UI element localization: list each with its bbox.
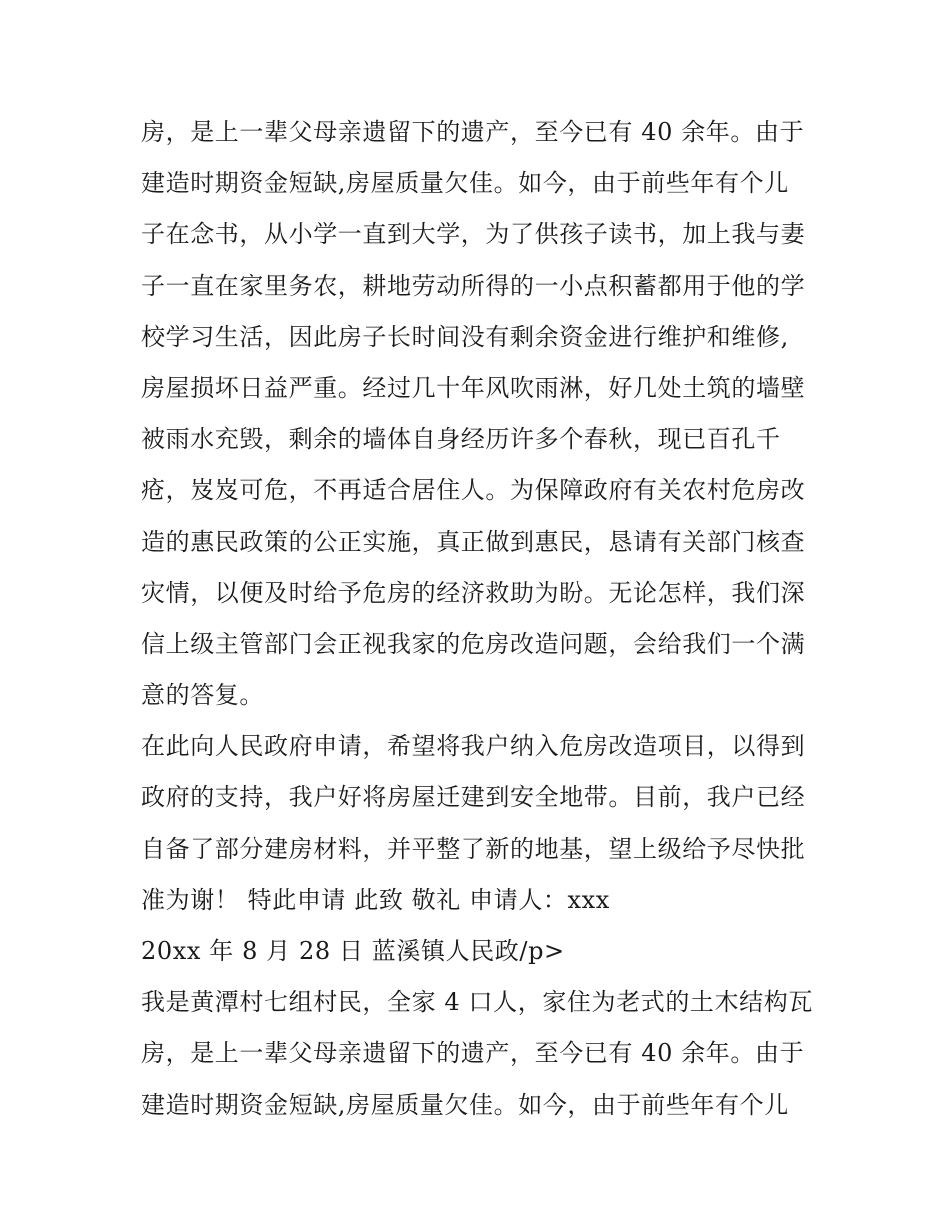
text-line: 房，是上一辈父母亲遗留下的遗产，至今已有 40 余年。由于: [141, 118, 805, 146]
text-line: 自备了部分建房材料，并平整了新的地基，望上级给予尽快批: [141, 834, 806, 863]
text-line: 被雨水充毁，剩余的墙体自身经历许多个春秋，现已百孔千: [141, 425, 781, 454]
text-line: 在此向人民政府申请，希望将我户纳入危房改造项目，以得到: [141, 732, 806, 761]
text-line: 20xx 年 8 月 28 日 蓝溪镇人民政/p>: [141, 937, 565, 965]
document-body: [141, 107, 821, 1131]
text-line: 政府的支持，我户好将房屋迁建到安全地带。目前，我户已经: [141, 783, 806, 812]
text-line: 信上级主管部门会正视我家的危房改造问题，会给我们一个满: [141, 629, 806, 658]
text-line: 准为谢！ 特此申请 此致 敬礼 申请人：xxx: [141, 885, 610, 914]
text-line: 房，是上一辈父母亲遗留下的遗产，至今已有 40 余年。由于: [141, 1039, 805, 1068]
text-line: 房屋损坏日益严重。经过几十年风吹雨淋，好几处土筑的墙壁: [141, 373, 806, 402]
text-line: 造的惠民政策的公正实施，真正做到惠民，恳请有关部门核查: [141, 527, 806, 556]
text-line: 子在念书，从小学一直到大学，为了供孩子读书，加上我与妻: [141, 220, 806, 249]
text-line: 灾情，以便及时给予危房的经济救助为盼。无论怎样，我们深: [141, 578, 806, 607]
text-line: 疮，岌岌可危，不再适合居住人。为保障政府有关农村危房改: [141, 476, 806, 505]
text-line: 意的答复。: [141, 681, 264, 710]
text-line: 校学习生活，因此房子长时间没有剩余资金进行维护和维修,: [141, 322, 789, 351]
text-line: 子一直在家里务农，耕地劳动所得的一小点积蓄都用于他的学: [141, 271, 806, 300]
text-line: 我是黄潭村七组村民，全家 4 口人，家住为老式的土木结构瓦: [141, 988, 813, 1017]
text-line: 建造时期资金短缺,房屋质量欠佳。如今，由于前些年有个儿: [141, 1090, 789, 1119]
text-line: 建造时期资金短缺,房屋质量欠佳。如今，由于前些年有个儿: [141, 169, 789, 198]
